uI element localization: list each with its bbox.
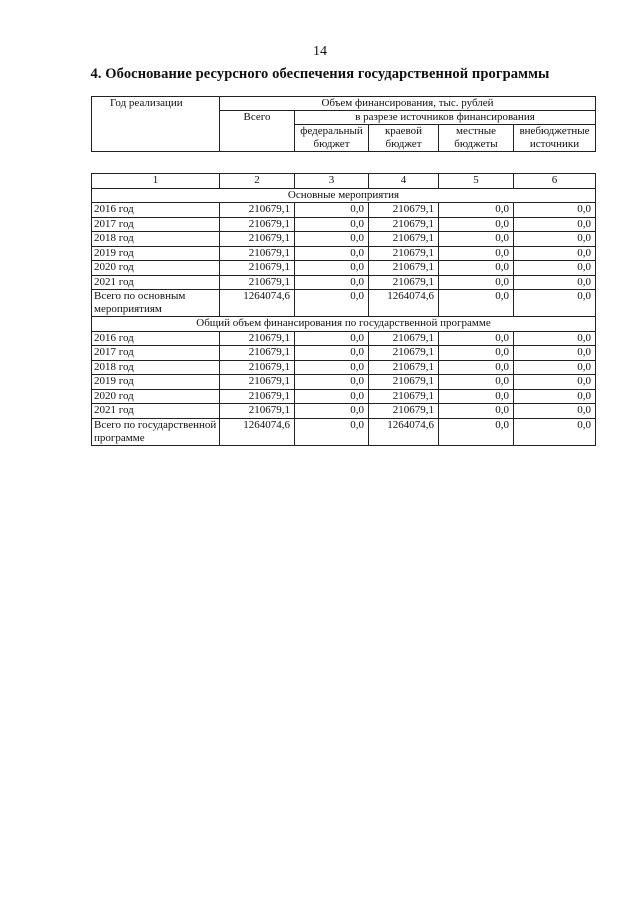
- year-cell: 2021 год: [92, 275, 220, 290]
- total-cell: 210679,1: [220, 331, 295, 346]
- funding-table: [91, 173, 596, 446]
- year-cell: 2017 год: [92, 346, 220, 361]
- section-title: Основные мероприятия: [92, 188, 596, 203]
- year-cell: 2018 год: [92, 232, 220, 247]
- table-row: [92, 331, 596, 346]
- total-cell: 210679,1: [220, 275, 295, 290]
- funding-table-header: [91, 96, 596, 152]
- total-row: [92, 418, 596, 445]
- local-cell: 0,0: [439, 360, 514, 375]
- federal-cell: 0,0: [295, 246, 369, 261]
- regional-cell: 210679,1: [369, 360, 439, 375]
- column-number: 4: [369, 174, 439, 189]
- table-row: [92, 389, 596, 404]
- year-cell: 2020 год: [92, 261, 220, 276]
- page-number: 14: [313, 44, 327, 59]
- local-cell: 0,0: [439, 261, 514, 276]
- extrabudget-cell: 0,0: [514, 246, 596, 261]
- table-row: [92, 375, 596, 390]
- header-funding: Объем финансирования, тыс. рублей: [220, 97, 596, 111]
- local-cell: 0,0: [439, 346, 514, 361]
- federal-cell: 0,0: [295, 389, 369, 404]
- header-total: Всего: [220, 111, 295, 152]
- total-cell: 210679,1: [220, 261, 295, 276]
- column-number: 6: [514, 174, 596, 189]
- header-extrabudget: внебюджетные источники: [514, 125, 596, 152]
- federal-cell: 0,0: [295, 275, 369, 290]
- header-local: местные бюджеты: [439, 125, 514, 152]
- federal-cell: 0,0: [295, 232, 369, 247]
- year-cell: 2020 год: [92, 389, 220, 404]
- year-cell: Всего по государственной программе: [92, 418, 220, 445]
- table-row: [92, 275, 596, 290]
- local-cell: 0,0: [439, 418, 514, 445]
- federal-cell: 0,0: [295, 290, 369, 317]
- regional-cell: 210679,1: [369, 203, 439, 218]
- local-cell: 0,0: [439, 246, 514, 261]
- table-row: [92, 346, 596, 361]
- federal-cell: 0,0: [295, 261, 369, 276]
- total-cell: 210679,1: [220, 232, 295, 247]
- document-title: 4. Обоснование ресурсного обеспечения государственной программы: [90, 66, 550, 82]
- extrabudget-cell: 0,0: [514, 290, 596, 317]
- regional-cell: 210679,1: [369, 331, 439, 346]
- total-cell: 1264074,6: [220, 418, 295, 445]
- total-cell: 210679,1: [220, 404, 295, 419]
- extrabudget-cell: 0,0: [514, 404, 596, 419]
- table-row: [92, 232, 596, 247]
- local-cell: 0,0: [439, 275, 514, 290]
- regional-cell: 210679,1: [369, 346, 439, 361]
- extrabudget-cell: 0,0: [514, 261, 596, 276]
- year-cell: 2021 год: [92, 404, 220, 419]
- federal-cell: 0,0: [295, 360, 369, 375]
- column-number: 5: [439, 174, 514, 189]
- total-cell: 210679,1: [220, 217, 295, 232]
- table-row: [92, 217, 596, 232]
- federal-cell: 0,0: [295, 331, 369, 346]
- table-row: [92, 203, 596, 218]
- extrabudget-cell: 0,0: [514, 331, 596, 346]
- extrabudget-cell: 0,0: [514, 375, 596, 390]
- extrabudget-cell: 0,0: [514, 418, 596, 445]
- regional-cell: 210679,1: [369, 232, 439, 247]
- total-cell: 210679,1: [220, 246, 295, 261]
- section-title: Общий объем финансирования по государственной программе: [92, 317, 596, 332]
- regional-cell: 210679,1: [369, 404, 439, 419]
- regional-cell: 210679,1: [369, 275, 439, 290]
- federal-cell: 0,0: [295, 346, 369, 361]
- table-row: [92, 261, 596, 276]
- federal-cell: 0,0: [295, 375, 369, 390]
- section-title-row: [92, 188, 596, 203]
- header-federal: федеральный бюджет: [295, 125, 369, 152]
- regional-cell: 210679,1: [369, 217, 439, 232]
- regional-cell: 210679,1: [369, 246, 439, 261]
- extrabudget-cell: 0,0: [514, 203, 596, 218]
- regional-cell: 1264074,6: [369, 290, 439, 317]
- local-cell: 0,0: [439, 375, 514, 390]
- column-number-row: [92, 174, 596, 189]
- local-cell: 0,0: [439, 232, 514, 247]
- local-cell: 0,0: [439, 203, 514, 218]
- extrabudget-cell: 0,0: [514, 232, 596, 247]
- year-cell: 2017 год: [92, 217, 220, 232]
- regional-cell: 210679,1: [369, 389, 439, 404]
- total-cell: 210679,1: [220, 360, 295, 375]
- regional-cell: 210679,1: [369, 375, 439, 390]
- total-row: [92, 290, 596, 317]
- federal-cell: 0,0: [295, 217, 369, 232]
- section-title-row: [92, 317, 596, 332]
- extrabudget-cell: 0,0: [514, 389, 596, 404]
- local-cell: 0,0: [439, 389, 514, 404]
- total-cell: 1264074,6: [220, 290, 295, 317]
- column-number: 1: [92, 174, 220, 189]
- table-row: [92, 360, 596, 375]
- federal-cell: 0,0: [295, 203, 369, 218]
- extrabudget-cell: 0,0: [514, 346, 596, 361]
- extrabudget-cell: 0,0: [514, 217, 596, 232]
- total-cell: 210679,1: [220, 389, 295, 404]
- local-cell: 0,0: [439, 217, 514, 232]
- header-regional: краевой бюджет: [369, 125, 439, 152]
- local-cell: 0,0: [439, 290, 514, 317]
- federal-cell: 0,0: [295, 404, 369, 419]
- federal-cell: 0,0: [295, 418, 369, 445]
- year-cell: 2019 год: [92, 375, 220, 390]
- column-number: 3: [295, 174, 369, 189]
- extrabudget-cell: 0,0: [514, 360, 596, 375]
- year-cell: 2019 год: [92, 246, 220, 261]
- table-row: [92, 404, 596, 419]
- local-cell: 0,0: [439, 404, 514, 419]
- header-by-source: в разрезе источников финансирования: [295, 111, 596, 125]
- year-cell: 2016 год: [92, 203, 220, 218]
- year-cell: 2016 год: [92, 331, 220, 346]
- total-cell: 210679,1: [220, 346, 295, 361]
- local-cell: 0,0: [439, 331, 514, 346]
- year-cell: Всего по основным мероприятиям: [92, 290, 220, 317]
- header-year: Год реализации: [92, 97, 220, 152]
- total-cell: 210679,1: [220, 203, 295, 218]
- column-number: 2: [220, 174, 295, 189]
- regional-cell: 1264074,6: [369, 418, 439, 445]
- extrabudget-cell: 0,0: [514, 275, 596, 290]
- table-row: [92, 246, 596, 261]
- regional-cell: 210679,1: [369, 261, 439, 276]
- total-cell: 210679,1: [220, 375, 295, 390]
- year-cell: 2018 год: [92, 360, 220, 375]
